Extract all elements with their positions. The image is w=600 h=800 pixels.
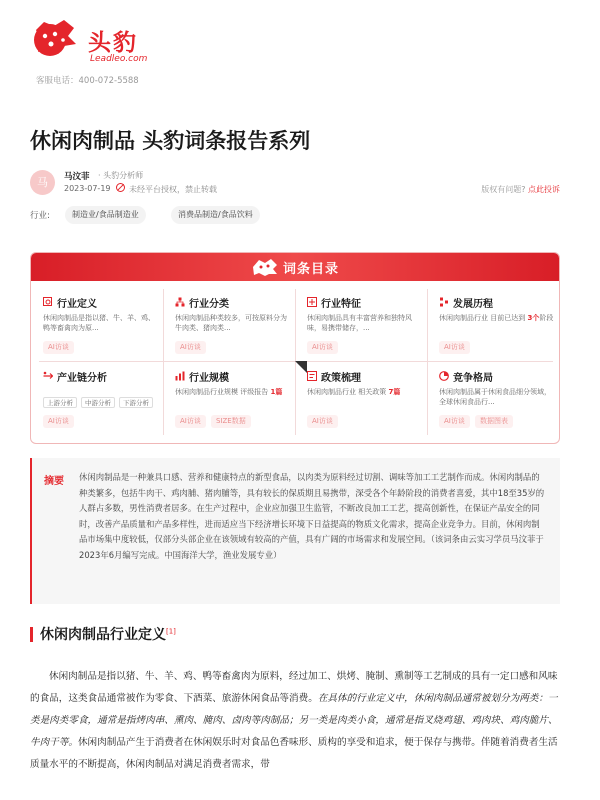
leopard-logo-icon	[30, 18, 80, 58]
leopard-catalog-icon	[251, 257, 279, 277]
card-title: 产业链分析	[57, 373, 107, 384]
brand-name: 头豹	[88, 30, 138, 56]
ai-interview-button[interactable]: AI访谈	[307, 415, 338, 428]
policy-count: 7篇	[388, 388, 401, 396]
complaint-link[interactable]: 点此投诉	[528, 185, 560, 194]
definition-icon	[43, 297, 53, 307]
ai-interview-button[interactable]: AI访谈	[307, 341, 338, 354]
feature-icon	[307, 297, 317, 307]
catalog-card-policy[interactable]	[307, 367, 433, 439]
catalog-card-classification[interactable]	[175, 293, 301, 365]
card-desc	[307, 387, 425, 397]
card-title: 行业规模	[189, 373, 229, 384]
classification-icon	[175, 297, 185, 307]
card-title: 竞争格局	[453, 373, 493, 384]
page-title: 休闲肉制品 头豹词条报告系列	[30, 129, 311, 153]
catalog-card-history[interactable]	[439, 293, 560, 365]
size-data-button[interactable]: SIZE数据	[211, 415, 251, 428]
card-title: 发展历程	[453, 299, 493, 310]
competition-icon	[439, 371, 449, 381]
catalog-card-feature[interactable]	[307, 293, 433, 365]
card-title: 行业分类	[189, 299, 229, 310]
card-title: 行业定义	[57, 299, 97, 310]
hotline-text: 客服电话：400-072-5588	[36, 76, 139, 86]
history-icon	[439, 297, 449, 307]
rights-notice: 未经平台授权，禁止转载	[129, 185, 217, 194]
brand-site[interactable]: Leadleo.com	[90, 54, 148, 64]
summary-text: 休闲肉制品是一种兼具口感、营养和健康特点的新型食品，以肉类为原料经过切割、调味等加工工艺制作而成。休闲肉制品的种类繁多，包括牛肉干、鸡肉脯、猪肉脯等，具有较长的保质期且易携带，深受各个年龄阶段的消费者喜爱，其中18至35岁的人群占多数，男性消费者居多。在生产过程中，企业应加强卫生监管，不断改良加工工艺，提高创新性，在保证产品安全的同时，改善产品质量和产品多样性，进而适应当下经济增长环境下日益提高的物质文化需求，提高企业竞争力。目前，休闲肉制品市场集中度较低，仅部分头部企业在该领域有较高的产值，具有广阔的市场需求和发展空间。（该词条由云实习学员马汶菲于2023年6月编写完成。中国海洋大学，渔业发展专业）	[79, 472, 545, 560]
card-desc	[439, 313, 557, 323]
stage-count: 3个	[527, 314, 540, 322]
catalog-panel	[30, 252, 560, 444]
card-desc: 休闲肉制品种类较多，可按原料分为牛肉类、猪肉类...	[175, 314, 287, 332]
ai-interview-button[interactable]: AI访谈	[439, 341, 470, 354]
catalog-card-chain[interactable]	[43, 367, 169, 439]
ai-interview-button[interactable]: AI访谈	[43, 415, 74, 428]
downstream-tag[interactable]: 下游分析	[119, 397, 153, 408]
author-name[interactable]: 马汶菲	[64, 172, 90, 182]
ai-interview-button[interactable]: AI访谈	[175, 415, 206, 428]
card-desc	[175, 387, 293, 397]
card-desc: 休闲肉制品具有丰富营养和独特风味，易携带储存，...	[307, 314, 412, 332]
catalog-card-scale[interactable]	[175, 367, 301, 439]
scale-icon	[175, 371, 185, 381]
midstream-tag[interactable]: 中游分析	[81, 397, 115, 408]
desc-text: 阶段	[539, 314, 554, 322]
card-title: 行业特征	[321, 299, 361, 310]
ai-interview-button[interactable]: AI访谈	[43, 341, 74, 354]
author-role: · 头豹分析师	[98, 171, 144, 180]
industry-tag[interactable]: 消费品制造/食品饮料	[171, 206, 260, 224]
corner-badge	[295, 361, 307, 373]
card-desc: 休闲肉制品是指以猪、牛、羊、鸡、鸭等畜禽肉为原...	[43, 314, 155, 332]
catalog-card-definition[interactable]	[43, 293, 169, 365]
chart-data-button[interactable]: 数据图表	[475, 415, 513, 428]
body-text: 休闲肉制品是指以猪、牛、羊、鸡、鸭等畜禽肉为原料，经过加工、烘烤、腌制、熏制等工艺制成的具有一定口感和风味的食品，这类食品通常被作为零食、下酒菜、旅游休闲食品等消费。	[30, 671, 558, 704]
catalog-card-competition[interactable]	[439, 367, 560, 439]
avatar[interactable]: 马	[30, 170, 55, 195]
complaint-prefix: 版权有问题?	[481, 185, 526, 194]
chain-icon	[43, 371, 53, 381]
catalog-header	[31, 253, 559, 281]
desc-text: 休闲肉制品行业 目前已达到	[439, 314, 528, 322]
ai-interview-button[interactable]: AI访谈	[175, 341, 206, 354]
report-count: 1篇	[270, 388, 283, 396]
no-repost-icon	[116, 183, 125, 192]
summary-box	[30, 458, 560, 604]
section-title	[40, 624, 176, 644]
upstream-tag[interactable]: 上游分析	[43, 397, 77, 408]
industry-label: 行业:	[30, 211, 50, 221]
footnote-ref[interactable]: [1]	[166, 627, 176, 636]
desc-text: 休闲肉制品行业规模 评级报告	[175, 388, 271, 396]
body-paragraph	[30, 666, 566, 776]
publish-date: 2023-07-19	[64, 184, 111, 193]
card-desc: 休闲肉制品属于休闲食品细分领域，全球休闲食品行...	[439, 388, 551, 406]
body-text-italic: 在具体的行业定义中，休闲肉制品通常被划分为两类：一类是肉类零食，通常是指烤肉串、熏肉、腌肉、卤肉等肉制品；另一类是肉类小食，通常是指叉烧鸡翅、鸡肉块、鸡肉脆片、牛肉干等。	[30, 693, 558, 748]
site-header	[30, 18, 230, 88]
desc-text: 休闲肉制品行业 相关政策	[307, 388, 389, 396]
catalog-title: 词条目录	[283, 262, 340, 277]
body-text: 休闲肉制品产生于消费者在休闲娱乐时对食品色香味形、质构的享受和追求，便于保存与携带。伴随着消费者生活质量水平的不断提高，休闲肉制品对满足消费者需求，带	[30, 737, 558, 770]
section-bar	[30, 627, 33, 642]
summary-label: 摘要	[44, 476, 64, 487]
ai-interview-button[interactable]: AI访谈	[439, 415, 470, 428]
card-title: 政策梳理	[321, 373, 361, 384]
section-title-text: 休闲肉制品行业定义	[40, 627, 166, 643]
complaint-notice	[481, 184, 560, 195]
author-row	[30, 168, 570, 198]
policy-icon	[307, 371, 317, 381]
industry-tag[interactable]: 制造业/食品制造业	[65, 206, 146, 224]
